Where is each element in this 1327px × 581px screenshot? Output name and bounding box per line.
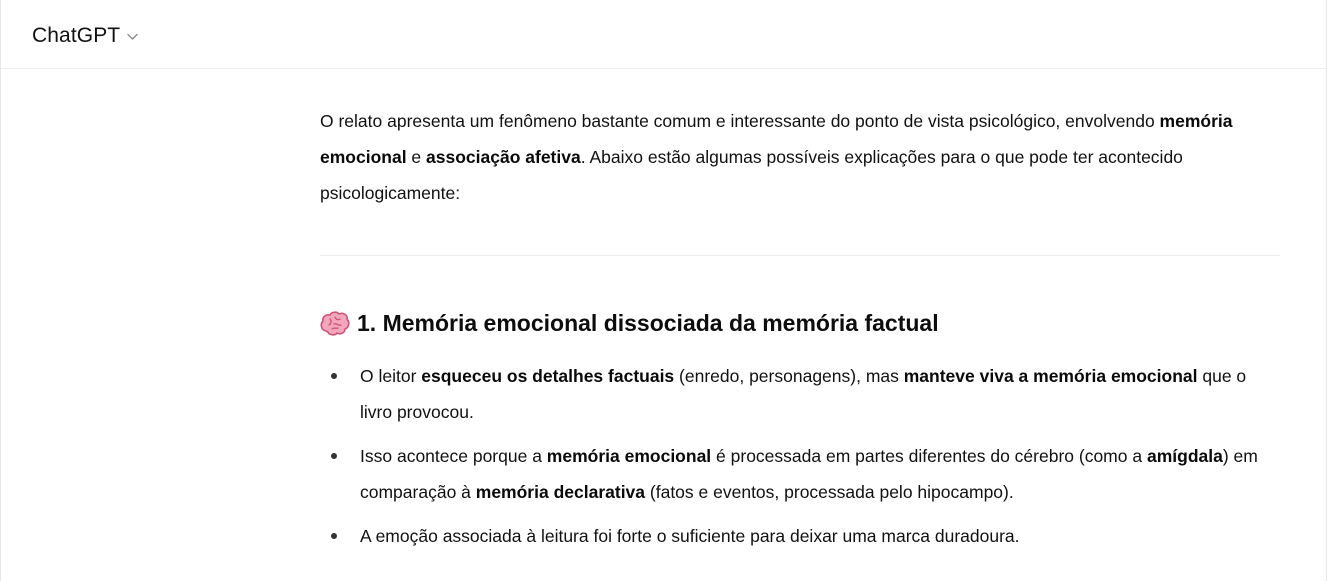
intro-text: e (406, 147, 427, 167)
chevron-down-icon (126, 30, 139, 43)
top-bar (1, 0, 1326, 69)
item-text: (enredo, personagens), mas (674, 366, 904, 386)
list-item (320, 438, 1280, 510)
bullet-list (320, 358, 1280, 562)
section-divider (320, 255, 1280, 256)
item-text: Isso acontece porque a (360, 446, 547, 466)
intro-text: . Abaixo estão algumas possíveis explicações para o que pode ter acontecido psicologicamente: (320, 147, 1183, 203)
list-item (320, 358, 1280, 430)
intro-text: O relato apresenta um fenômeno bastante comum e interessante do ponto de vista psicológico, envolvendo (320, 111, 1160, 131)
item-text: (fatos e eventos, processada pelo hipocampo). (645, 482, 1014, 502)
item-bold-text: amígdala (1146, 446, 1223, 466)
item-bold-text: memória emocional (546, 446, 712, 466)
section-heading (320, 310, 939, 337)
item-text: O leitor (360, 366, 422, 386)
bullet-dot (331, 373, 337, 379)
item-text: A emoção associada à leitura foi forte o suficiente para deixar uma marca duradoura. (360, 526, 1020, 546)
intro-bold-text: memória emocional (320, 111, 1233, 167)
item-bold-text: esqueceu os detalhes factuais (421, 366, 675, 386)
model-selector-button[interactable] (32, 22, 139, 50)
item-text: ) em comparação à (360, 446, 1258, 502)
item-bold-text: memória declarativa (475, 482, 646, 502)
item-text: é processada em partes diferentes do cérebro (como a (711, 446, 1147, 466)
brain-emoji-icon (320, 311, 350, 337)
assistant-message (320, 103, 1280, 211)
intro-bold-text: associação afetiva (426, 147, 581, 167)
bullet-dot (331, 453, 337, 459)
section-title: 1. Memória emocional dissociada da memória factual (357, 310, 939, 336)
intro-paragraph (320, 103, 1280, 211)
list-item (320, 518, 1280, 554)
item-text: que o livro provocou. (360, 366, 1247, 422)
item-bold-text: manteve viva a memória emocional (903, 366, 1198, 386)
bullet-dot (331, 533, 337, 539)
model-name: ChatGPT (32, 24, 121, 47)
